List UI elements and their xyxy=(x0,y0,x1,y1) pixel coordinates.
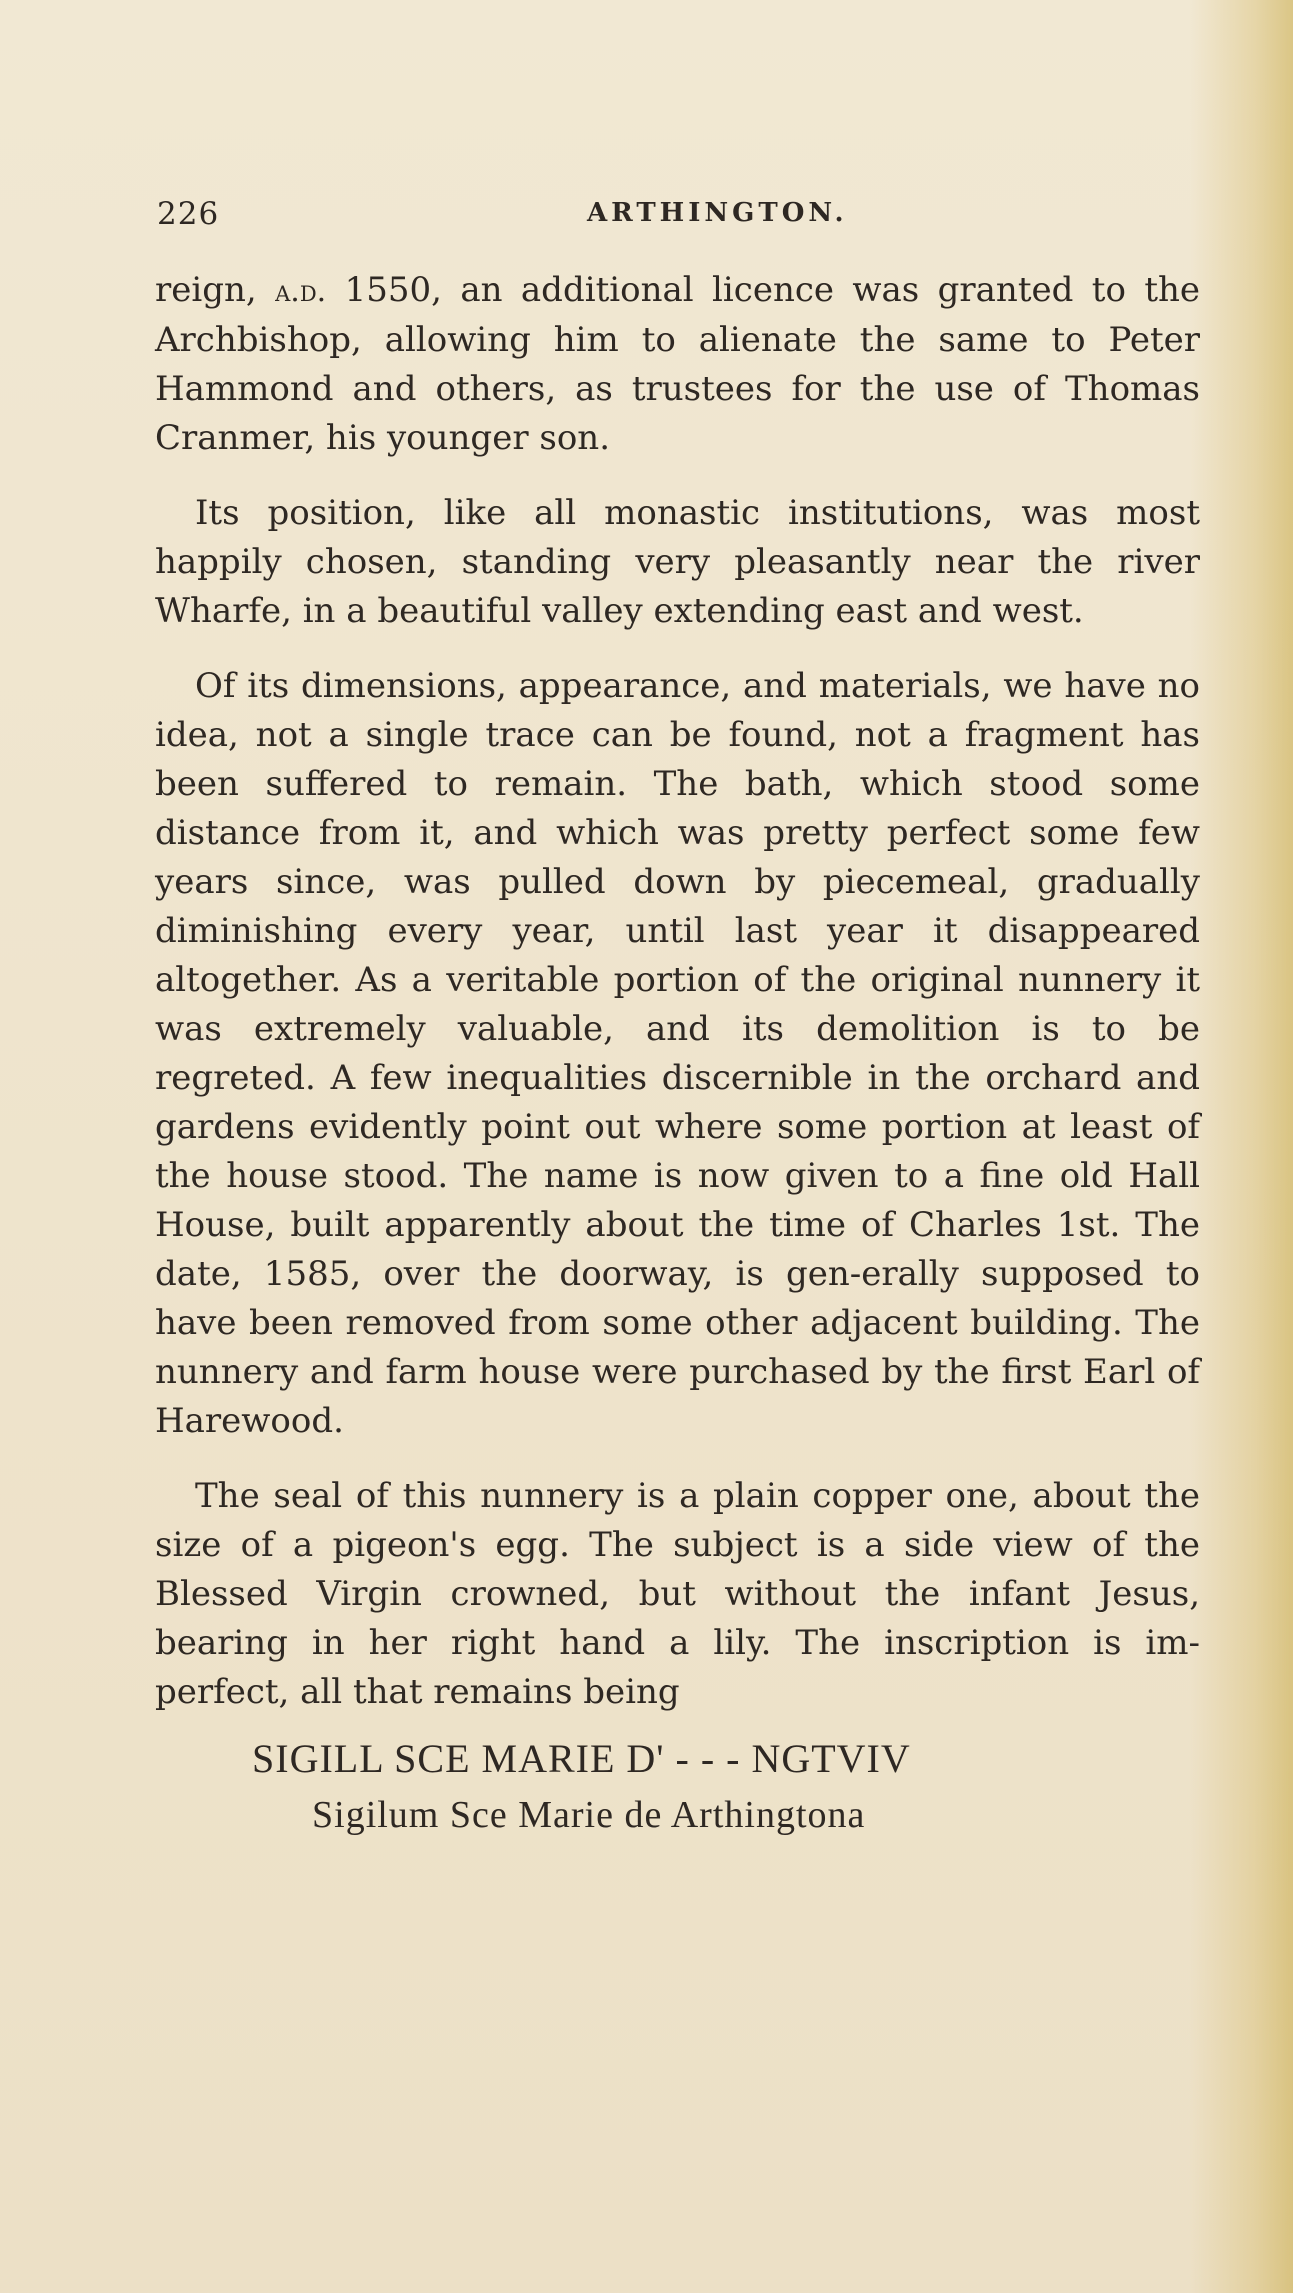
seal-inscription-expansion: Sigilum Sce Marie de Arthingtona xyxy=(312,1794,866,1836)
page-number: 226 xyxy=(157,196,220,232)
era-abbreviation: a.d. xyxy=(275,274,327,309)
paragraph-seal: The seal of this nunnery is a plain copper one, about the size of a pigeon's egg. The subject is a side view of the Blessed Virgin crowned, but without the infant Jesus, bearing in her right hand a lily. The inscription is im-perfect, all that remains being xyxy=(155,1476,1200,1712)
page-header-title: ARTHINGTON. xyxy=(587,198,848,228)
body-text xyxy=(155,266,1200,1843)
paragraph-lead: reign, xyxy=(155,270,276,310)
running-head xyxy=(157,196,1197,236)
paragraph-continuation xyxy=(155,266,1200,463)
paragraph-dimensions: Of its dimensions, appearance, and materials, we have no idea, not a single trace can be found, not a fragment has been suffered to remain. The bath, which stood some distance from it, and which was pretty perfect some few years since, was pulled down by piecemeal, gradually diminishing every year, until last year it disappeared altogether. As a veritable portion of the original nunnery it was extremely valuable, and its demolition is to be regreted. A few inequalities discernible in the orchard and gardens evidently point out where some portion at least of the house stood. The name is now given to a fine old Hall House, built apparently about the time of Charles 1st. The date, 1585, over the doorway, is gen-erally supposed to have been removed from some other adjacent building. The nunnery and farm house were purchased by the first Earl of Harewood. xyxy=(155,666,1200,1441)
paragraph-text: 1550, an additional licence was granted to the Archbishop, allowing him to alienate the same to Peter Hammond and others, as trustees for the use of Thomas Cranmer, his younger son. xyxy=(155,270,1200,458)
seal-inscription: SIGILL SCE MARIE D' - - - NGTVIV xyxy=(252,1736,911,1781)
paragraph-position: Its position, like all monastic institutions, was most happily chosen, standing very pleasantly near the river Wharfe, in a beautiful valley extending east and west. xyxy=(155,493,1200,631)
